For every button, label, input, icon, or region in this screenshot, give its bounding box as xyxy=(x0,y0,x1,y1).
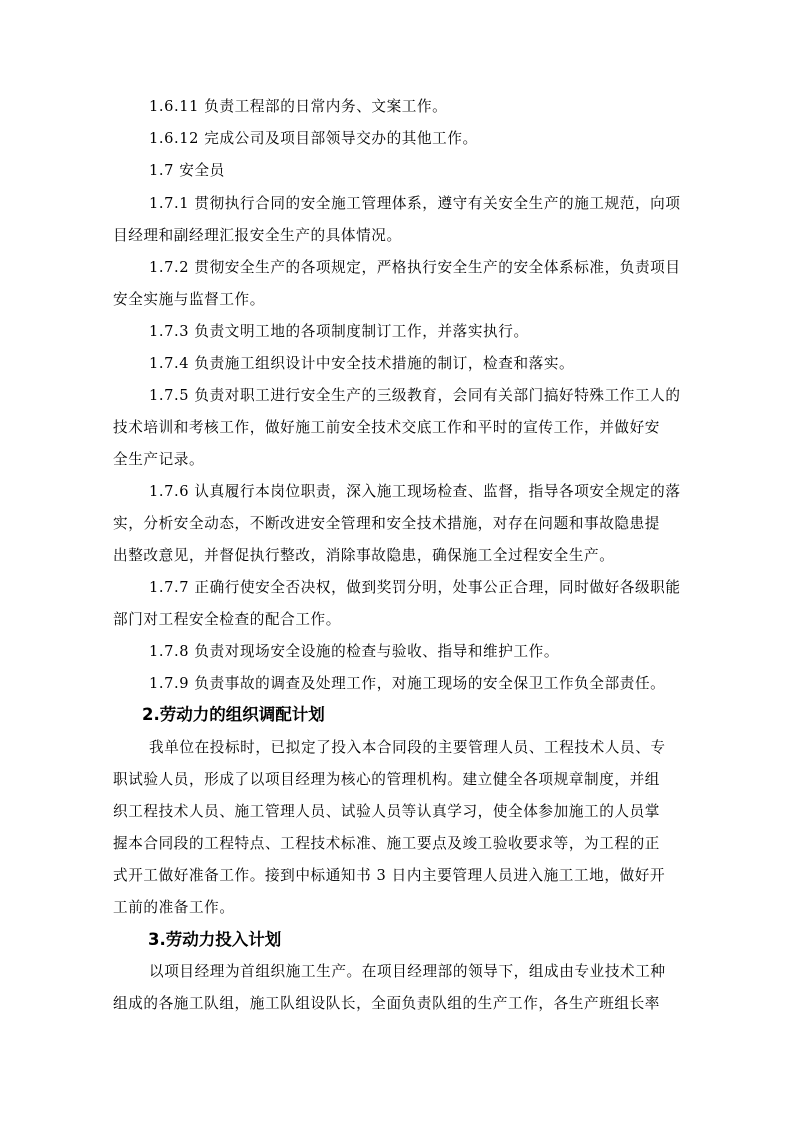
text-line: 1.6.12 完成公司及项目部领导交办的其他工作。 xyxy=(149,130,478,147)
heading-3: 3.劳动力投入计划 xyxy=(148,930,282,949)
text-line: 1.7.7 正确行使安全否决权，做到奖罚分明，处事公正合理，同时做好各级职能 xyxy=(149,579,681,596)
text-line: 1.7.8 负责对现场安全设施的检查与验收、指导和维护工作。 xyxy=(149,643,560,660)
text-line: 实，分析安全动态，不断改进安全管理和安全技术措施，对存在问题和事故隐患提 xyxy=(113,515,660,532)
text-line: 组成的各施工队组，施工队组设队长，全面负责队组的生产工作，各生产班组长率 xyxy=(113,995,660,1012)
text-line: 职试验人员，形成了以项目经理为核心的管理机构。建立健全各项规章制度，并组 xyxy=(113,771,660,788)
text-line: 工前的准备工作。 xyxy=(113,899,235,916)
text-line: 1.7.3 负责文明工地的各项制度制订工作，并落实执行。 xyxy=(149,323,529,340)
text-line: 式开工做好准备工作。接到中标通知书 3 日内主要管理人员进入施工工地，做好开 xyxy=(113,867,666,884)
text-line: 1.7.4 负责施工组织设计中安全技术措施的制订，检查和落实。 xyxy=(149,355,575,372)
heading-2: 2.劳动力的组织调配计划 xyxy=(142,705,325,724)
text-line: 1.7.5 负责对职工进行安全生产的三级教育，会同有关部门搞好特殊工作工人的 xyxy=(149,387,681,404)
text-line: 安全实施与监督工作。 xyxy=(113,291,265,308)
text-line: 握本合同段的工程特点、工程技术标准、施工要点及竣工验收要求等，为工程的正 xyxy=(113,835,660,852)
text-line: 1.7.2 贯彻安全生产的各项规定，严格执行安全生产的安全体系标准，负责项目 xyxy=(149,259,681,276)
text-line: 目经理和副经理汇报安全生产的具体情况。 xyxy=(113,227,402,244)
text-line: 1.6.11 负责工程部的日常内务、文案工作。 xyxy=(149,98,448,115)
text-line: 1.7.1 贯彻执行合同的安全施工管理体系，遵守有关安全生产的施工规范，向项 xyxy=(149,195,681,212)
text-line: 织工程技术人员、施工管理人员、试验人员等认真学习，使全体参加施工的人员掌 xyxy=(113,803,660,820)
text-line: 出整改意见，并督促执行整改，消除事故隐患，确保施工全过程安全生产。 xyxy=(113,547,615,564)
text-line: 技术培训和考核工作，做好施工前安全技术交底工作和平时的宣传工作，并做好安 xyxy=(113,419,660,436)
text-line: 以项目经理为首组织施工生产。在项目经理部的领导下，组成由专业技术工种 xyxy=(149,963,666,980)
text-line: 1.7.9 负责事故的调查及处理工作，对施工现场的安全保卫工作负全部责任。 xyxy=(149,675,666,692)
text-line: 我单位在投标时，已拟定了投入本合同段的主要管理人员、工程技术人员、专 xyxy=(149,739,666,756)
text-line: 1.7.6 认真履行本岗位职责，深入施工现场检查、监督，指导各项安全规定的落 xyxy=(149,483,681,500)
section-1-7-title: 1.7 安全员 xyxy=(149,162,225,179)
text-line: 部门对工程安全检查的配合工作。 xyxy=(113,611,341,628)
text-line: 全生产记录。 xyxy=(113,451,205,468)
